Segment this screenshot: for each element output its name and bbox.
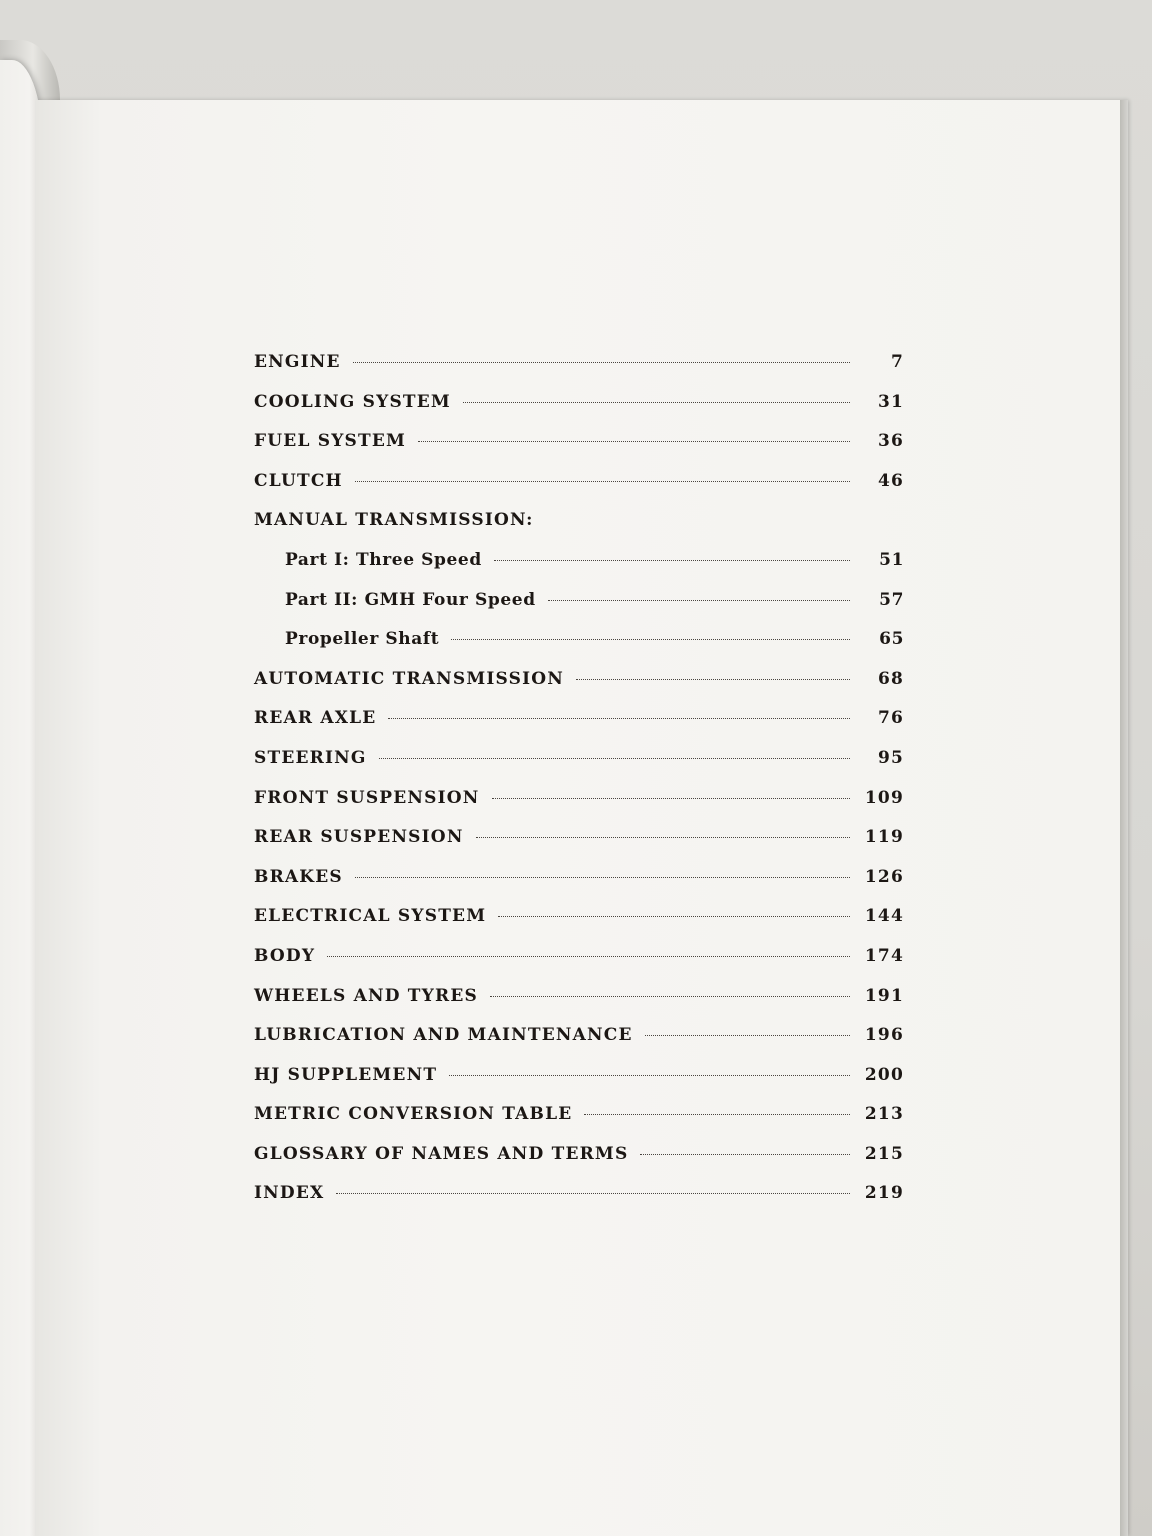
toc-entry-title: CLUTCH — [254, 470, 343, 491]
toc-page-number: 68 — [877, 668, 904, 689]
toc-page-number: 126 — [864, 866, 904, 887]
toc-entry — [254, 590, 904, 630]
toc-entry — [254, 669, 904, 709]
dot-leader — [494, 560, 850, 561]
toc-entry-title: METRIC CONVERSION TABLE — [254, 1104, 573, 1125]
toc-page-number: 174 — [864, 945, 904, 966]
toc-entry — [254, 946, 904, 986]
toc-entry — [254, 629, 904, 669]
toc-entry — [254, 867, 904, 907]
toc-entry-title: Part II: GMH Four Speed — [285, 589, 536, 610]
toc-entry — [254, 827, 904, 867]
toc-page-number: 200 — [864, 1064, 904, 1085]
toc-page-number: 213 — [864, 1104, 904, 1125]
toc-entry-title: REAR SUSPENSION — [254, 827, 464, 848]
toc-page-number: 191 — [864, 985, 904, 1006]
dot-leader — [336, 1193, 850, 1194]
toc-entry-title: LUBRICATION AND MAINTENANCE — [254, 1025, 633, 1046]
toc-page-number: 65 — [879, 629, 904, 650]
toc-entry — [254, 352, 904, 392]
toc-page-number: 196 — [864, 1025, 904, 1046]
toc-entry — [254, 1183, 904, 1223]
dot-leader — [584, 1114, 850, 1115]
toc-page-number: 215 — [864, 1143, 904, 1164]
toc-page-number: 95 — [877, 747, 904, 768]
toc-entry-title: COOLING SYSTEM — [254, 391, 451, 412]
toc-page-number: 36 — [877, 431, 904, 452]
page-edge-shadow — [1120, 100, 1128, 1536]
dot-leader — [451, 639, 850, 640]
toc-entry-title: Part I: Three Speed — [285, 549, 482, 570]
dot-leader — [640, 1154, 850, 1155]
dot-leader — [645, 1035, 850, 1036]
toc-page-number: 57 — [879, 589, 904, 610]
dot-leader — [490, 996, 850, 997]
toc-entry-title: MANUAL TRANSMISSION: — [254, 510, 534, 531]
toc-entry — [254, 510, 904, 550]
toc-entry-title: Propeller Shaft — [285, 629, 440, 650]
dot-leader — [327, 956, 850, 957]
toc-page-number: 219 — [864, 1183, 904, 1204]
toc-entry-title: ELECTRICAL SYSTEM — [254, 906, 487, 927]
dot-leader — [492, 798, 850, 799]
dot-leader — [576, 679, 850, 680]
toc-entry — [254, 748, 904, 788]
dot-leader — [355, 877, 850, 878]
toc-entry — [254, 392, 904, 432]
toc-entry — [254, 1025, 904, 1065]
toc-entry — [254, 906, 904, 946]
toc-entry-title: FRONT SUSPENSION — [254, 787, 480, 808]
dot-leader — [476, 837, 850, 838]
toc-entry-title: FUEL SYSTEM — [254, 431, 407, 452]
toc-page-number: 46 — [877, 470, 904, 491]
toc-page-number: 31 — [877, 391, 904, 412]
toc-entry-title: REAR AXLE — [254, 708, 377, 729]
toc-entry — [254, 471, 904, 511]
table-of-contents — [254, 352, 904, 1223]
toc-entry-title: AUTOMATIC TRANSMISSION — [254, 668, 565, 689]
toc-page-number: 7 — [890, 352, 904, 372]
dot-leader — [449, 1075, 850, 1076]
toc-entry-title: STEERING — [254, 747, 367, 768]
toc-entry-title: ENGINE — [254, 352, 341, 372]
toc-entry-title: INDEX — [254, 1183, 325, 1204]
toc-entry — [254, 1065, 904, 1105]
toc-entry — [254, 550, 904, 590]
dot-leader — [548, 600, 850, 601]
toc-entry — [254, 708, 904, 748]
dot-leader — [355, 481, 850, 482]
toc-page-number: 144 — [864, 906, 904, 927]
toc-page-number: 119 — [864, 827, 904, 848]
toc-entry — [254, 431, 904, 471]
toc-entry-title: HJ SUPPLEMENT — [254, 1064, 438, 1085]
dot-leader — [353, 362, 850, 363]
toc-entry — [254, 986, 904, 1026]
toc-entry-title: WHEELS AND TYRES — [254, 985, 478, 1006]
toc-entry-title: BODY — [254, 945, 316, 966]
dot-leader — [418, 441, 850, 442]
toc-page-number: 76 — [877, 708, 904, 729]
toc-entry — [254, 1104, 904, 1144]
dot-leader — [463, 402, 850, 403]
toc-page-number: 51 — [879, 549, 904, 570]
dot-leader — [388, 718, 850, 719]
toc-entry — [254, 1144, 904, 1184]
dot-leader — [498, 916, 850, 917]
toc-entry-title: GLOSSARY OF NAMES AND TERMS — [254, 1143, 629, 1164]
toc-page-number: 109 — [864, 787, 904, 808]
toc-entry-title: BRAKES — [254, 866, 343, 887]
toc-entry — [254, 788, 904, 828]
dot-leader — [379, 758, 850, 759]
